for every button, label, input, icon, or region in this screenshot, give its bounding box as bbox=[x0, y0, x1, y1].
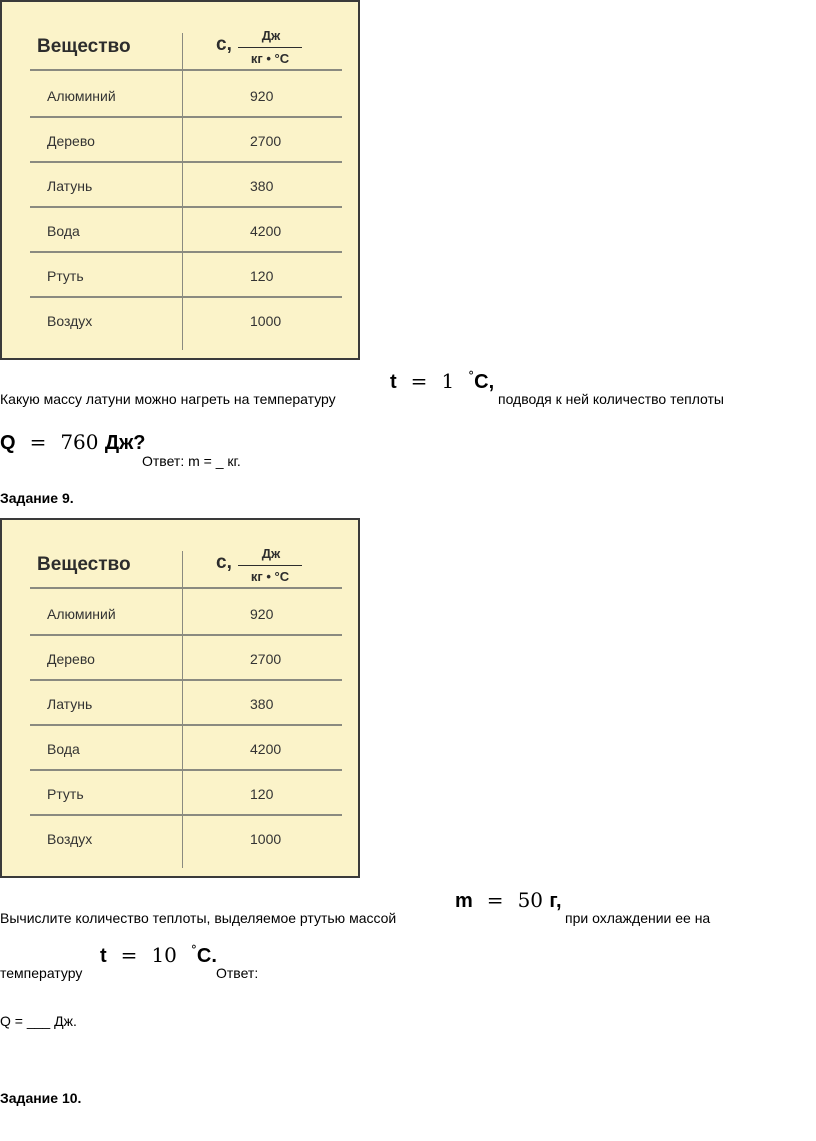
unit-fraction-line bbox=[238, 47, 302, 48]
table-row-divider bbox=[30, 587, 342, 589]
table-cell-value: 920 bbox=[250, 88, 274, 104]
table-row-divider bbox=[30, 634, 342, 636]
table-cell-value: 380 bbox=[250, 178, 274, 194]
table-row-divider bbox=[30, 206, 342, 208]
task9-question-part1: Вычислите количество теплоты, выделяемое ртутью массой bbox=[0, 910, 397, 926]
unit-numerator: Дж bbox=[261, 546, 281, 561]
table-cell-value: 2700 bbox=[250, 651, 282, 667]
table-row-divider bbox=[30, 679, 342, 681]
unit-denominator: кг • °С bbox=[250, 51, 290, 66]
table-cell-value: 920 bbox=[250, 606, 274, 622]
table-cell-substance: Воздух bbox=[47, 831, 93, 847]
table-column-divider bbox=[182, 33, 183, 350]
table-row-divider bbox=[30, 161, 342, 163]
table-header-c: c, bbox=[216, 552, 232, 573]
table-cell-substance: Алюминий bbox=[47, 88, 116, 104]
unit-numerator: Дж bbox=[261, 28, 281, 43]
table-cell-substance: Латунь bbox=[47, 178, 93, 194]
table-cell-substance: Вода bbox=[47, 223, 80, 239]
table-cell-substance: Алюминий bbox=[47, 606, 116, 622]
heat-capacity-table bbox=[0, 518, 360, 878]
formula-q-760: Q = 760 Дж? bbox=[0, 430, 146, 454]
unit-denominator: кг • °С bbox=[250, 569, 290, 584]
table-cell-value: 1000 bbox=[250, 831, 282, 847]
table-header-substance: Вещество bbox=[37, 36, 131, 57]
task9-answer-line: Q = ___ Дж. bbox=[0, 1013, 77, 1029]
table-cell-substance: Ртуть bbox=[47, 268, 84, 284]
task9-title: Задание 9. bbox=[0, 490, 74, 506]
table-cell-value: 2700 bbox=[250, 133, 282, 149]
task10-title: Задание 10. bbox=[0, 1090, 82, 1106]
table-cell-substance: Ртуть bbox=[47, 786, 84, 802]
table-column-divider bbox=[182, 551, 183, 868]
table-cell-value: 120 bbox=[250, 268, 274, 284]
table-cell-value: 4200 bbox=[250, 741, 282, 757]
task9-question-part3: температуру bbox=[0, 965, 83, 981]
table-cell-value: 380 bbox=[250, 696, 274, 712]
unit-fraction-line bbox=[238, 565, 302, 566]
task8-question-part2: подводя к ней количество теплоты bbox=[498, 391, 724, 407]
formula-t-1: t = 1 °С, bbox=[390, 369, 495, 393]
table-header-c: c, bbox=[216, 34, 232, 55]
table-cell-substance: Дерево bbox=[47, 133, 95, 149]
table-cell-substance: Воздух bbox=[47, 313, 93, 329]
table-row-divider bbox=[30, 814, 342, 816]
task8-answer: Ответ: m = _ кг. bbox=[142, 453, 241, 469]
table-row-divider bbox=[30, 69, 342, 71]
task9-question-part2: при охлаждении ее на bbox=[565, 910, 711, 926]
table-row-divider bbox=[30, 724, 342, 726]
table-cell-value: 1000 bbox=[250, 313, 282, 329]
task8-question-part1: Какую массу латуни можно нагреть на температуру bbox=[0, 391, 336, 407]
table-cell-substance: Латунь bbox=[47, 696, 93, 712]
table-row-divider bbox=[30, 296, 342, 298]
formula-t-10: t = 10 °С. bbox=[100, 943, 217, 967]
table-cell-substance: Вода bbox=[47, 741, 80, 757]
formula-m-50: m = 50 г, bbox=[455, 888, 562, 912]
table-cell-value: 4200 bbox=[250, 223, 282, 239]
heat-capacity-table bbox=[0, 0, 360, 360]
table-header-substance: Вещество bbox=[37, 554, 131, 575]
table-row-divider bbox=[30, 116, 342, 118]
table-row-divider bbox=[30, 251, 342, 253]
task9-answer-label: Ответ: bbox=[216, 965, 259, 981]
table-cell-substance: Дерево bbox=[47, 651, 95, 667]
table-row-divider bbox=[30, 769, 342, 771]
table-cell-value: 120 bbox=[250, 786, 274, 802]
